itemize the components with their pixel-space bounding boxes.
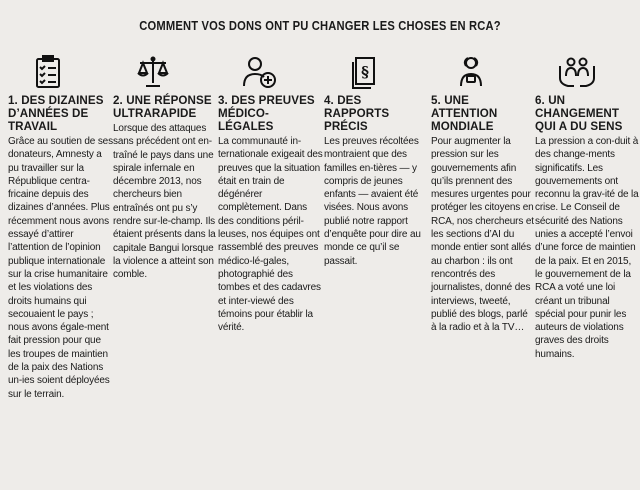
scales-of-justice-icon [135,54,218,90]
column-heading: 3. DES PREUVES MÉDICO-LÉGALES [218,94,315,133]
person-with-megaphone-icon [453,54,535,90]
column-heading: 6. UN CHANGEMENT QUI A DU SENS [535,94,623,133]
clipboard-checklist-icon [30,54,113,90]
column-3 [218,54,324,334]
column-heading: 2. UNE RÉPONSE ULTRARAPIDE [113,94,212,120]
column-1 [8,54,113,401]
column-5 [431,54,535,334]
column-body: La pression a con-duit à des change-ments significatifs. Les gouvernements ont reconnu la grav-ité de la crise. Le Conseil de sécurité des Nations unies a accepté l’envoi d’une force de maintien de la paix. Et en 2015, le gouvernement de la RCA a voté une loi créant un tribunal spécial pour punir les auteurs de violations graves des droits humains. [535,136,639,360]
page-title: COMMENT VOS DONS ONT PU CHANGER LES CHOSES EN RCA? [139,18,501,33]
column-body: La communauté in-ternationale exigeait des preuves que la situation était en train de dégénérer complètement. Dans des conditions péril-leuses, nos équipes ont rassemblé des preuves médico-lé-gales, photographié des tombes et des cadavres et inter-viewé des témoins pour établir la vérité. [218,136,323,334]
column-body: Grâce au soutien de ses donateurs, Amnesty a pu travailler sur la République centra-fricaine depuis des dizaines d’années. Plus récemment nous avons essayé d’attirer l’attention de l’opinion publique internationale sur la crise humanitaire et les violations des droits humains qui secouaient le pays ; nous avons égale-ment fait pression pour que les troupes de maintien de la paix des Nations un-ies soient déployées sur le terrain. [8,136,113,400]
column-body: Pour augmenter la pression sur les gouvernements afin qu’ils prennent des mesures urgentes pour protéger les citoyens en RCA, nos chercheurs et les sections d’AI du monde entier sont allés au charbon : ils ont rencontrés des journalistes, donné des interviews, tweeté, publié des blogs, parlé à la radio et à la TV… [431,136,534,334]
column-body: Lorsque des attaques sans précédent ont en-traîné le pays dans une spirale infernale en décembre 2013, nos chercheurs bien entraînés ont pu s’y rendre sur-le-champ. Ils étaient présents dans la capitale Bangui lorsque la violence a atteint son comble. [113,123,216,281]
people-in-hands-icon [557,54,639,90]
column-4 [324,54,428,268]
legal-section-document-icon [346,54,428,90]
column-body: Les preuves récoltées montraient que des familles en-tières — y compris de jeunes enfants — avaient été visées. Nous avons publié notre rapport d’enquête pour dire au monde ce qu’il se passait. [324,136,421,267]
column-heading: 5. UNE ATTENTION MONDIALE [431,94,498,133]
medical-person-icon [240,54,324,90]
column-2 [113,54,218,282]
column-heading: 1. DES DIZAINES D’ANNÉES DE TRAVAIL [8,94,104,133]
column-6 [535,54,639,361]
column-heading: 4. DES RAPPORTS PRÉCIS [324,94,390,133]
svg-text:§: § [361,63,369,81]
